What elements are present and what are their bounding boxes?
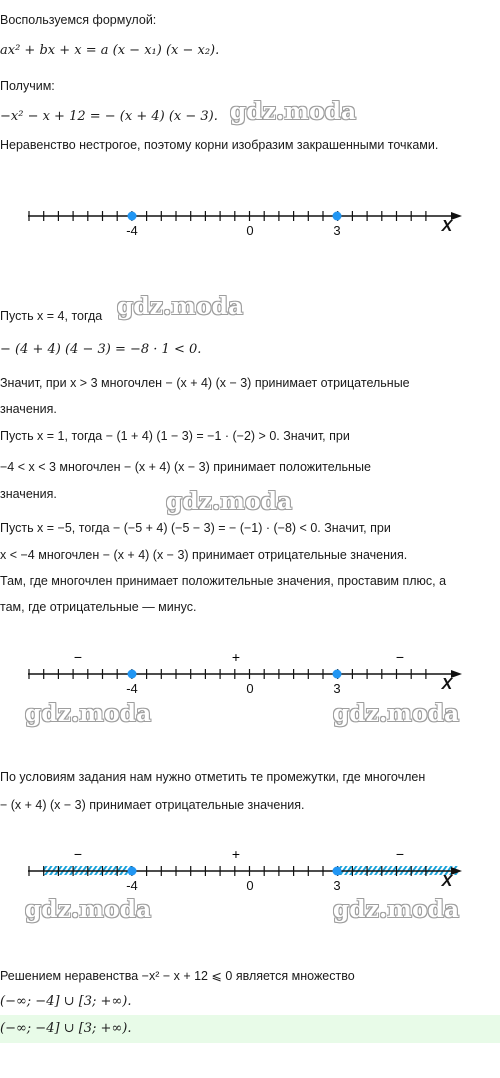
task-condition: По условиям задания нам нужно отметить те промежутки, где многочлен <box>0 770 426 784</box>
watermark: gdz.moda <box>333 896 460 923</box>
signs-rule: Там, где многочлен принимает положительные значения, проставим плюс, а <box>0 574 447 588</box>
conclusion-x-gt-3: Значит, при x > 3 многочлен − (x + 4) (x − 3) принимает отрицательные <box>0 376 410 390</box>
watermark: gdz.moda <box>25 896 152 923</box>
sign-minus-left: − <box>73 649 83 665</box>
root-point-minus-4 <box>128 670 137 679</box>
tick-label: 3 <box>333 223 341 238</box>
conclusion-x-gt-3-cont: значения. <box>0 402 57 416</box>
watermark: gdz.moda <box>333 700 460 727</box>
answer-text: (−∞; −4] ∪ [3; +∞). <box>0 1021 132 1036</box>
test-x4-text: Пусть x = 4, тогда <box>0 309 103 323</box>
signs-rule-cont: там, где отрицательные — минус. <box>0 600 197 614</box>
tick-label: 0 <box>246 223 254 238</box>
task-condition-cont: − (x + 4) (x − 3) принимает отрицательные значения. <box>0 798 305 812</box>
tick-label: -4 <box>126 878 138 893</box>
formula-factored-polynomial: −x² − x + 12 = − (x + 4) (x − 3). <box>0 109 218 124</box>
tick-label: 0 <box>246 681 254 696</box>
axis-arrow <box>451 670 462 678</box>
axis-label: X <box>441 873 453 890</box>
axis-label: X <box>441 676 453 693</box>
solution-set: (−∞; −4] ∪ [3; +∞). <box>0 994 132 1009</box>
watermark: gdz.moda <box>230 98 357 125</box>
conclusion-middle: −4 < x < 3 многочлен − (x + 4) (x − 3) принимает положительные <box>0 460 371 474</box>
root-point-3 <box>333 212 342 221</box>
test-x4-calc: − (4 + 4) (4 − 3) = −8 · 1 < 0. <box>0 342 202 357</box>
conclusion-middle-cont: значения. <box>0 487 57 501</box>
root-point-minus-4 <box>128 212 137 221</box>
sign-minus-left: − <box>73 846 83 862</box>
test-x-5-text: Пусть x = −5, тогда − (−5 + 4) (−5 − 3) = − (−1) · (−8) < 0. Значит, при <box>0 521 391 535</box>
intro-text: Воспользуемся формулой: <box>0 13 157 27</box>
tick-label: -4 <box>126 681 138 696</box>
number-line-2 <box>0 648 500 703</box>
test-x1-text: Пусть x = 1, тогда − (1 + 4) (1 − 3) = −1 · (−2) > 0. Значит, при <box>0 429 350 443</box>
number-line-1 <box>0 200 500 245</box>
tick-label: -4 <box>126 223 138 238</box>
formula-factorization: ax² + bx + x = a (x − x₁) (x − x₂). <box>0 43 220 58</box>
root-point-3 <box>333 867 342 876</box>
answer-box <box>0 1015 500 1043</box>
number-line-3 <box>0 845 500 900</box>
obtain-label: Получим: <box>0 79 55 93</box>
root-point-3 <box>333 670 342 679</box>
watermark: gdz.moda <box>117 293 244 320</box>
tick-label: 3 <box>333 681 341 696</box>
solution-statement: Решением неравенства −x² − x + 12 ⩽ 0 является множество <box>0 969 355 983</box>
watermark: gdz.moda <box>25 700 152 727</box>
sign-minus-right: − <box>395 846 405 862</box>
axis-label: X <box>441 218 453 235</box>
closed-points-note: Неравенство нестрогое, поэтому корни изобразим закрашенными точками. <box>0 138 439 152</box>
axis-arrow <box>451 212 462 220</box>
sign-plus: + <box>231 649 241 665</box>
conclusion-x-lt-4: x < −4 многочлен − (x + 4) (x − 3) принимает отрицательные значения. <box>0 548 408 562</box>
watermark: gdz.moda <box>166 488 293 515</box>
tick-label: 0 <box>246 878 254 893</box>
sign-plus: + <box>231 846 241 862</box>
sign-minus-right: − <box>395 649 405 665</box>
tick-label: 3 <box>333 878 341 893</box>
root-point-minus-4 <box>128 867 137 876</box>
